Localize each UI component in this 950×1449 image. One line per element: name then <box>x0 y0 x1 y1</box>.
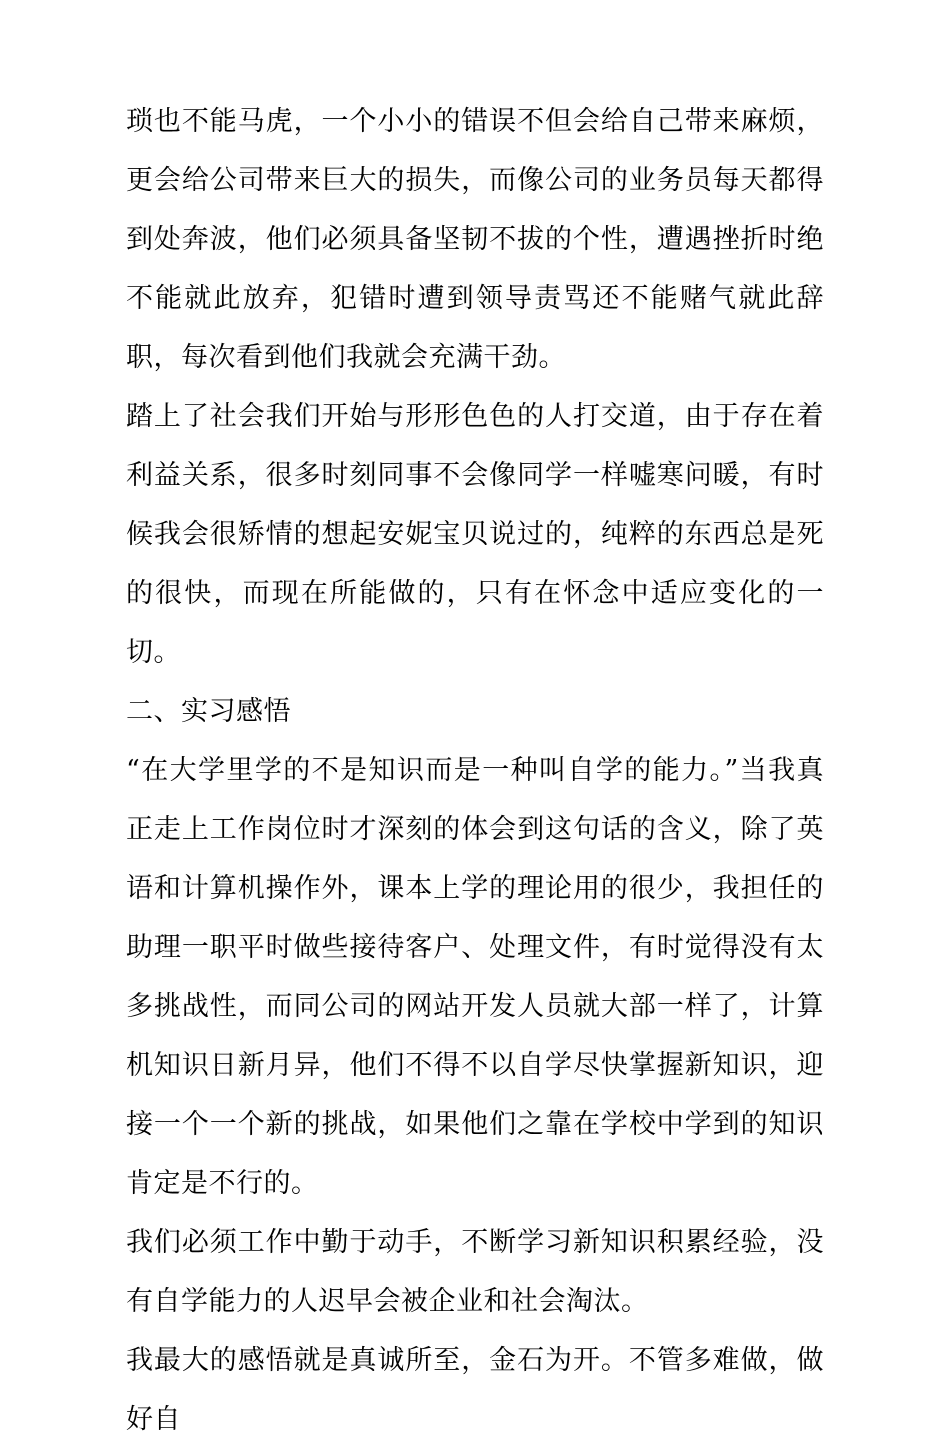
paragraph: 踏上了社会我们开始与形形色色的人打交道，由于存在着利益关系，很多时刻同事不会像同学一样嘘寒问暖，有时候我会很矫情的想起安妮宝贝说过的，纯粹的东西总是死的很快，而现在所能做的，只有在怀念中适应变化的一切。 <box>126 401 824 668</box>
document-body <box>126 92 824 1449</box>
paragraph: 我最大的感悟就是真诚所至，金石为开。不管多难做，做好自 <box>126 1345 824 1435</box>
paragraph: “在大学里学的不是知识而是一种叫自学的能力。”当我真正走上工作岗位时才深刻的体会到这句话的含义，除了英语和计算机操作外，课本上学的理论用的很少，我担任的助理一职平时做些接待客户、处理文件，有时觉得没有太多挑战性，而同公司的网站开发人员就大部一样了，计算机知识日新月异，他们不得不以自学尽快掌握新知识，迎接一个一个新的挑战，如果他们之靠在学校中学到的知识肯定是不行的。 <box>126 755 824 1199</box>
section-heading: 二、实习感悟 <box>126 696 291 727</box>
paragraph: 我们必须工作中勤于动手，不断学习新知识积累经验，没有自学能力的人迟早会被企业和社会淘汰。 <box>126 1227 824 1317</box>
paragraph: 琐也不能马虎，一个小小的错误不但会给自己带来麻烦，更会给公司带来巨大的损失，而像公司的业务员每天都得到处奔波，他们必须具备坚韧不拔的个性，遭遇挫折时绝不能就此放弃，犯错时遭到领导责骂还不能赌气就此辞职，每次看到他们我就会充满干劲。 <box>126 106 824 373</box>
